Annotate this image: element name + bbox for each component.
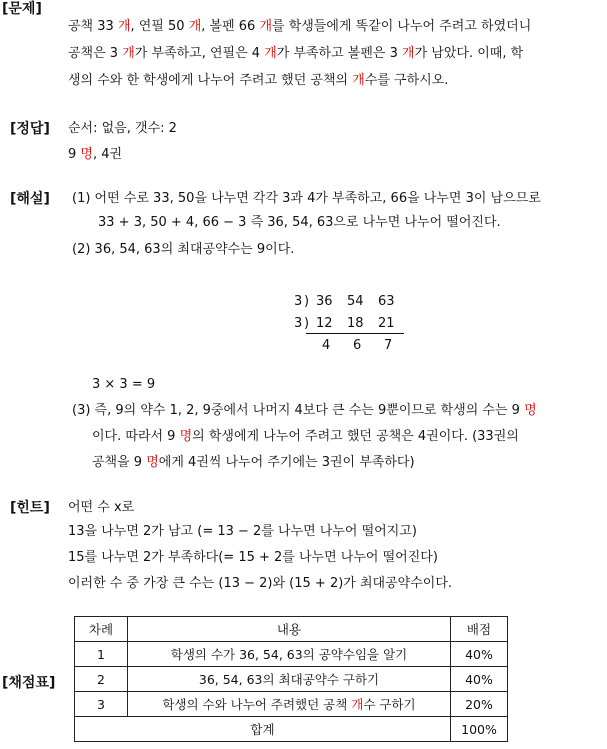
division-bracket: ) [304,316,310,331]
problem-unit: 개 [259,19,272,34]
problem-text: , 연필 50 [130,19,189,34]
problem-unit: 개 [117,19,131,34]
divisor-2: 3 [294,316,303,331]
answer-text: 9 [68,147,81,162]
solution-unit: 명 [524,403,537,418]
hint-line-1: 어떤 수 x로 [68,500,135,515]
solution-step3-b [92,426,519,448]
row-content [128,692,451,717]
hint-line-2: 13을 나누면 2가 남고 (= 13 − 2를 나누면 나누어 떨어지고) [68,524,417,539]
rubric-table [74,616,508,742]
row-content: 36, 54, 63의 최대공약수 구하기 [128,667,451,692]
division-cell: 54 [347,294,364,309]
row-no: 3 [75,692,128,717]
quotient-cell: 7 [384,338,393,353]
problem-unit: 개 [264,46,277,61]
problem-text: 가 부족하고 볼펜은 3 [276,46,403,61]
problem-text: 가 남았다. 이때, 학 [414,46,524,61]
hint-line-4: 이러한 수 중 가장 큰 수는 (13 − 2)와 (15 + 2)가 최대공약수이다. [68,576,453,591]
row-content: 학생의 수가 36, 54, 63의 공약수임을 알기 [128,642,451,667]
hint-line-3: 15를 나누면 2가 부족하다(= 15 + 2를 나누면 나누어 떨어진다) [68,550,438,565]
problem-unit: 개 [352,73,365,88]
total-score: 100% [451,717,508,742]
solution-step3-c [92,452,415,474]
table-row [75,642,508,667]
row-score: 40% [451,667,508,692]
row-no: 1 [75,642,128,667]
division-cell: 63 [378,294,395,309]
table-total-row [75,717,508,742]
problem-text: 공책은 3 [68,46,123,61]
quotient-cell: 4 [322,338,331,353]
division-cell: 18 [347,316,364,331]
rubric-header-row [75,617,508,642]
solution-text: (3) 즉, 9의 약수 1, 2, 9중에서 나머지 4보다 큰 수는 9뿐이므로 학생의 수는 9 [72,403,525,418]
table-row [75,692,508,717]
division-cell: 12 [316,316,333,331]
rubric-label: [채점표] [2,675,56,691]
row-content-unit: 개 [351,697,364,712]
answer-text: , 4권 [92,147,123,162]
total-label: 합계 [75,717,451,742]
solution-unit: 명 [179,429,193,444]
division-rule [306,333,404,334]
problem-text: 를 학생들에게 똑같이 나누어 주려고 하였더니 [272,19,532,34]
problem-text: 생의 수와 한 학생에게 나누어 주려고 했던 공책의 [68,73,353,88]
solution-text: 이다. 따라서 9 [92,429,180,444]
row-score: 20% [451,692,508,717]
header-score: 배점 [451,617,508,642]
solution-text: 공책을 9 [92,455,147,470]
division-bracket: ) [304,294,310,309]
solution-text: 에게 4권씩 나누어 주기에는 3권이 부족하다) [158,455,415,470]
solution-step1-a: (1) 어떤 수로 33, 50을 나누면 각각 3과 4가 부족하고, 66을 나누면 3이 남으므로 [72,191,541,206]
row-content-text: 학생의 수와 나누어 주려했던 공책 [162,697,352,712]
answer-line-2 [68,144,122,166]
problem-line-3 [68,70,448,92]
divisor-1: 3 [294,294,303,309]
answer-label: [정답] [10,121,50,137]
problem-text: 공책 33 [68,19,118,34]
division-cell: 21 [378,316,395,331]
hint-label: [힌트] [10,500,50,516]
table-row [75,667,508,692]
division-cell: 36 [316,294,333,309]
problem-unit: 개 [402,46,415,61]
solution-step3-a [72,400,537,422]
header-no: 차례 [75,617,128,642]
solution-text: 의 학생에게 나누어 주려고 했던 공책은 4권이다. (33권의 [192,429,519,444]
row-content-text: 수 구하기 [363,697,416,712]
quotient-cell: 6 [353,338,362,353]
problem-text: , 볼펜 66 [201,19,260,34]
header-content: 내용 [128,617,451,642]
solution-step1-b: 33 + 3, 50 + 4, 66 − 3 즉 36, 54, 63으로 나누면 나누어 떨어진다. [98,215,501,230]
product-line: 3 × 3 = 9 [92,377,156,392]
problem-label: [문제] [2,1,42,17]
problem-unit: 개 [122,46,135,61]
answer-unit: 명 [80,147,93,162]
problem-unit: 개 [188,19,202,34]
problem-text: 가 부족하고, 연필은 4 [134,46,265,61]
problem-text: 수를 구하시오. [364,73,449,88]
answer-line-1: 순서: 없음, 갯수: 2 [68,121,177,136]
solution-step2: (2) 36, 54, 63의 최대공약수는 9이다. [72,242,295,257]
solution-unit: 명 [146,455,159,470]
solution-label: [해설] [10,191,50,207]
problem-line-1 [68,16,531,38]
row-no: 2 [75,667,128,692]
problem-line-2 [68,43,523,65]
row-score: 40% [451,642,508,667]
